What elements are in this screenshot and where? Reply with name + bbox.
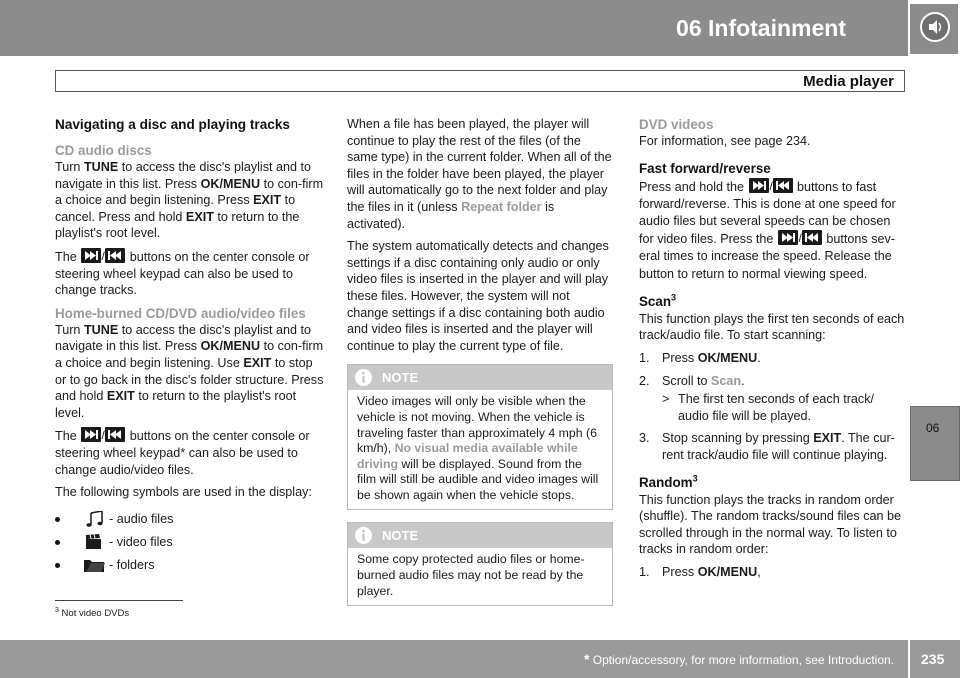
header-band xyxy=(0,0,908,56)
footer-text: * Option/accessory, for more information, see Introduction. xyxy=(583,651,894,667)
skip-forward-back-icon xyxy=(778,230,822,245)
col2-paragraph-1: When a file has been played, the player will continue to play the rest of the files (of the same type) in the current folder. When all of the files in the folder have been played, the player will automatically go to the next folder and play the files in it (unless Repeat folder is activated). xyxy=(347,117,612,231)
note-title: NOTE xyxy=(382,370,419,386)
skip-forward-back-icon xyxy=(749,178,793,193)
heading-fast-forward: Fast forward/reverse xyxy=(639,160,771,176)
speaker-icon xyxy=(920,12,950,42)
symbol-label-audio: - audio files xyxy=(109,511,174,526)
home-paragraph-1: Turn TUNE to access the disc's playlist and to navigate in this list. Press OK/MENU to con-firm a choice and begin listening. Use EXIT to stop or to go back in the disc's folder structure. Press and hold EXIT to return to the playlist's root level. xyxy=(55,322,324,420)
symbols-intro: The following symbols are used in the display: xyxy=(55,485,312,500)
cd-paragraph-2: The buttons on the center console or steering wheel keypad can also be used to change tracks. xyxy=(55,249,310,298)
page-number-box xyxy=(910,640,960,678)
footnote: $^3$ Not video DVDs xyxy=(55,607,130,620)
page-number: 235 xyxy=(921,651,945,667)
note-header xyxy=(348,523,612,548)
symbol-row-audio xyxy=(55,511,325,534)
note-body: Video images will only be visible when the vehicle is not moving. When the vehicle is traveling faster than approximately 4 mph (6 km/h), No visual media available while driving will be displayed. Sound from the film will still be audible and video images will be shown again when the vehicle stops. xyxy=(357,394,599,502)
home-paragraph-2: The buttons on the center console or steering wheel keypad* can also be used to change audio/video files. xyxy=(55,429,310,477)
col2-paragraph-2: The system automatically detects and changes settings if a disc containing only audio or only video files is inserted in the player and will play these files. However, the system will not change settings if a disc containing both audio and video files is inserted and the player will continue to play the current type of file. xyxy=(347,239,609,353)
heading-cd-audio: CD audio discs xyxy=(55,143,152,158)
bullet xyxy=(55,517,60,522)
note-box-1 xyxy=(347,364,613,510)
chapter-tab-label: 06 xyxy=(926,421,940,435)
info-icon xyxy=(354,526,373,545)
scan-substep: > The first ten seconds of each track/ audio file will be played. xyxy=(662,392,874,423)
column-1 xyxy=(55,116,325,580)
folder-icon xyxy=(83,557,105,573)
symbol-row-folder xyxy=(55,557,325,580)
heading-dvd-videos: DVD videos xyxy=(639,117,714,132)
bullet xyxy=(55,563,60,568)
symbol-label-video: - video files xyxy=(109,534,173,549)
scan-step-1: 1. Press OK/MENU. xyxy=(639,351,761,365)
music-note-icon xyxy=(83,511,105,527)
skip-forward-back-icon xyxy=(81,427,125,442)
section-header xyxy=(55,70,905,92)
note-title: NOTE xyxy=(382,528,419,544)
scan-paragraph: This function plays the first ten seconds of each track/audio file. To start scanning: xyxy=(639,311,905,343)
footer-band xyxy=(0,640,908,678)
chapter-icon-box xyxy=(910,4,958,54)
heading-random: Random$^3$ xyxy=(639,473,698,490)
ff-paragraph: Press and hold the buttons to fast forward/reverse. This is done at one speed for audio files but several speeds can be chosen for video files. Press the buttons sev-eral times to increase the speed. Release the button to return to normal viewing speed. xyxy=(639,179,896,281)
note-body: Some copy protected audio files or home-burned audio files may not be read by the player. xyxy=(357,552,585,598)
note-header xyxy=(348,365,612,390)
column-2 xyxy=(347,116,613,618)
scan-steps xyxy=(639,350,907,464)
cd-paragraph-1: Turn TUNE to access the disc's playlist and to navigate in this list. Press OK/MENU to con-firm a choice and begin listening. Press EXIT to cancel. Press and hold EXIT to return to the playlist's root level. xyxy=(55,160,324,241)
clapperboard-icon xyxy=(83,534,105,550)
bullet xyxy=(55,540,60,545)
info-icon xyxy=(354,368,373,387)
random-steps xyxy=(639,564,907,581)
random-paragraph: This function plays the tracks in random order (shuffle). The random tracks/sound files can be scrolled through in the normal way. To listen to tracks in random order: xyxy=(639,492,902,557)
dvd-text: For information, see page 234. xyxy=(639,134,811,148)
scan-step-2: 2. Scroll to Scan. > The first ten seconds of each track/ audio file will be played. xyxy=(639,373,907,425)
note-box-2 xyxy=(347,522,613,606)
random-step-1: 1. Press OK/MENU, xyxy=(639,564,761,579)
column-3 xyxy=(639,116,907,587)
chapter-tab xyxy=(910,406,960,481)
chapter-title: 06 Infotainment xyxy=(676,15,846,41)
footnote-rule xyxy=(55,600,183,601)
heading-scan: Scan$^3$ xyxy=(639,292,677,309)
scan-step-3: 3. Stop scanning by pressing EXIT. The cur-rent track/audio file will continue playing. xyxy=(639,431,895,462)
symbol-row-video xyxy=(55,534,325,557)
heading-home-burned: Home-burned CD/DVD audio/video files xyxy=(55,305,306,321)
section-title: Media player xyxy=(803,73,894,90)
heading-navigating: Navigating a disc and playing tracks xyxy=(55,117,290,132)
skip-forward-back-icon xyxy=(81,248,125,263)
symbol-label-folder: - folders xyxy=(109,557,155,572)
